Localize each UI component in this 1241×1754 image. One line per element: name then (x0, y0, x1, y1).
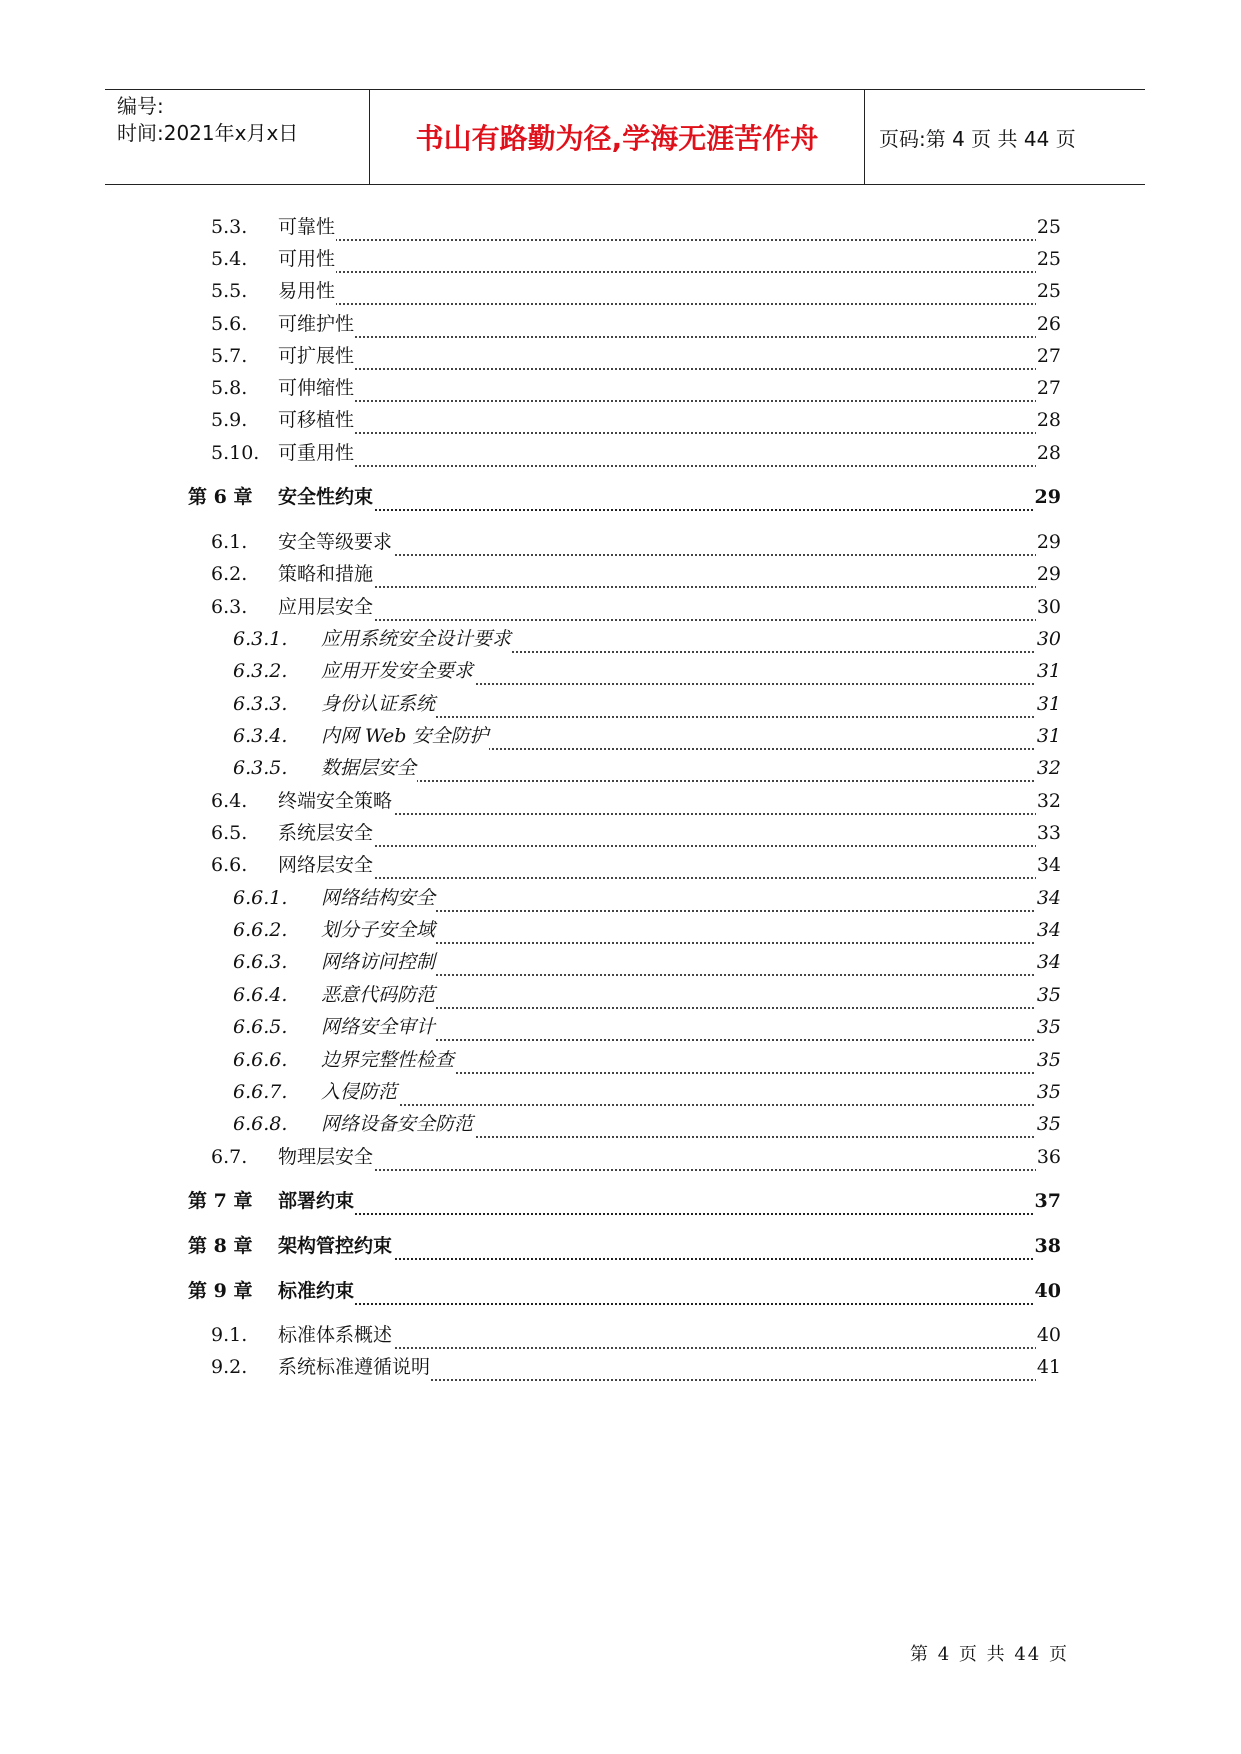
toc-dot-leader (278, 439, 1061, 467)
toc-entry-number: 6.3.5. (233, 757, 288, 779)
toc-dot-leader (278, 560, 1061, 588)
toc-dot-leader (278, 342, 1061, 370)
toc-dot-leader (278, 374, 1061, 402)
toc-entry-title: 应用层安全 (278, 593, 374, 621)
toc-entry-title: 内网 Web 安全防护 (321, 722, 489, 750)
toc-entry-page-number: 40 (1036, 1321, 1061, 1349)
toc-entry-page-number: 35 (1036, 1046, 1061, 1074)
toc-dot-leader (278, 277, 1061, 305)
toc-entry-number: 6.6.1. (233, 887, 288, 909)
toc-entry-title: 架构管控约束 (278, 1232, 393, 1260)
toc-entry-page-number: 27 (1036, 374, 1061, 402)
toc-entry-number: 9.1. (211, 1324, 248, 1346)
toc-entry-number: 6.6.7. (233, 1081, 288, 1103)
toc-entry[interactable] (0, 1277, 1241, 1307)
toc-entry-title: 边界完整性检查 (321, 1046, 455, 1074)
toc-entry-title: 安全等级要求 (278, 528, 393, 556)
toc-dot-leader (278, 483, 1061, 511)
toc-entry-number: 6.6.8. (233, 1113, 288, 1135)
toc-entry-number: 5.7. (211, 345, 248, 367)
toc-entry-title: 物理层安全 (278, 1143, 374, 1171)
toc-entry[interactable] (0, 754, 1241, 784)
toc-entry-number: 6.6.3. (233, 951, 288, 973)
toc-entry-number: 6.3.4. (233, 725, 288, 747)
toc-dot-leader (278, 593, 1061, 621)
toc-entry-title: 网络设备安全防范 (321, 1110, 474, 1138)
toc-dot-leader (278, 1232, 1061, 1260)
toc-dot-leader (278, 213, 1061, 241)
toc-entry[interactable] (0, 1078, 1241, 1108)
toc-entry-title: 可靠性 (278, 213, 336, 241)
toc-dot-leader (278, 245, 1061, 273)
toc-entry[interactable] (0, 245, 1241, 275)
toc-entry-title: 应用系统安全设计要求 (321, 625, 512, 653)
toc-entry-title: 可用性 (278, 245, 336, 273)
toc-entry-page-number: 28 (1036, 406, 1061, 434)
toc-entry-number: 6.2. (211, 563, 248, 585)
toc-entry[interactable] (0, 439, 1241, 469)
toc-entry[interactable] (0, 948, 1241, 978)
toc-dot-leader (278, 310, 1061, 338)
toc-entry[interactable] (0, 1353, 1241, 1383)
toc-entry[interactable] (0, 374, 1241, 404)
toc-entry-page-number: 29 (1036, 528, 1061, 556)
toc-entry-number: 6.5. (211, 822, 248, 844)
toc-entry-page-number: 32 (1036, 787, 1061, 815)
header-meta (105, 90, 370, 184)
toc-entry-title: 身份认证系统 (321, 690, 436, 718)
toc-entry-page-number: 34 (1036, 851, 1061, 879)
toc-entry-number: 6.3. (211, 596, 248, 618)
toc-entry[interactable] (0, 819, 1241, 849)
toc-entry-title: 划分子安全域 (321, 916, 436, 944)
toc-dot-leader (321, 754, 1061, 782)
header-page-info: 页码:第 4 页 共 44 页 (879, 126, 1076, 151)
toc-entry-page-number: 30 (1036, 593, 1061, 621)
toc-entry-page-number: 26 (1036, 310, 1061, 338)
toc-dot-leader (278, 406, 1061, 434)
toc-entry-number: 5.3. (211, 216, 248, 238)
toc-entry-number: 6.6.4. (233, 984, 288, 1006)
toc-entry-page-number: 35 (1036, 981, 1061, 1009)
header-slogan-cell (370, 90, 865, 184)
toc-entry[interactable] (0, 213, 1241, 243)
toc-entry-title: 标准约束 (278, 1277, 355, 1305)
toc-entry-title: 网络安全审计 (321, 1013, 436, 1041)
toc-entry-number: 5.4. (211, 248, 248, 270)
toc-entry-title: 可伸缩性 (278, 374, 355, 402)
toc-entry-number: 6.7. (211, 1146, 248, 1168)
toc-entry-number: 6.6.2. (233, 919, 288, 941)
toc-entry-title: 网络层安全 (278, 851, 374, 879)
toc-entry-number: 6.6.5. (233, 1016, 288, 1038)
toc-entry[interactable] (0, 593, 1241, 623)
toc-entry-page-number: 27 (1036, 342, 1061, 370)
toc-entry-number: 第 7 章 (188, 1190, 253, 1212)
toc-entry-page-number: 29 (1034, 483, 1061, 511)
toc-entry-title: 网络访问控制 (321, 948, 436, 976)
toc-entry[interactable] (0, 916, 1241, 946)
toc-entry-title: 可扩展性 (278, 342, 355, 370)
toc-entry-page-number: 31 (1036, 722, 1061, 750)
toc-entry-title: 终端安全策略 (278, 787, 393, 815)
header-number-label: 编号: (117, 94, 164, 118)
toc-entry[interactable] (0, 1013, 1241, 1043)
toc-entry[interactable] (0, 1232, 1241, 1262)
toc-entry-page-number: 31 (1036, 657, 1061, 685)
toc-entry-number: 6.3.2. (233, 660, 288, 682)
toc-entry-page-number: 35 (1036, 1078, 1061, 1106)
page-footer: 第 4 页 共 44 页 (910, 1644, 1069, 1665)
toc-entry-number: 5.6. (211, 313, 248, 335)
toc-entry-page-number: 34 (1036, 884, 1061, 912)
toc-entry[interactable] (0, 560, 1241, 590)
toc-entry-title: 系统层安全 (278, 819, 374, 847)
toc-entry-page-number: 38 (1034, 1232, 1061, 1260)
toc-entry-title: 网络结构安全 (321, 884, 436, 912)
toc-entry-page-number: 36 (1036, 1143, 1061, 1171)
toc-entry-page-number: 25 (1036, 213, 1061, 241)
header-time-label: 时间:2021年x月x日 (117, 121, 299, 145)
header-slogan: 书山有路勤为径,学海无涯苦作舟 (415, 122, 819, 155)
toc-entry-title: 易用性 (278, 277, 336, 305)
toc-entry-number: 6.3.1. (233, 628, 288, 650)
page-header (105, 89, 1145, 185)
toc-entry-title: 恶意代码防范 (321, 981, 436, 1009)
toc-entry-title: 可重用性 (278, 439, 355, 467)
toc-entry[interactable] (0, 787, 1241, 817)
toc-entry[interactable] (0, 528, 1241, 558)
toc-entry-title: 系统标准遵循说明 (278, 1353, 431, 1381)
toc-entry[interactable] (0, 342, 1241, 372)
toc-entry-title: 部署约束 (278, 1187, 355, 1215)
toc-dot-leader (278, 1321, 1061, 1349)
toc-entry-number: 6.6. (211, 854, 248, 876)
toc-entry[interactable] (0, 851, 1241, 881)
toc-entry-page-number: 31 (1036, 690, 1061, 718)
toc-entry-title: 标准体系概述 (278, 1321, 393, 1349)
toc-entry[interactable] (0, 1110, 1241, 1140)
toc-entry-page-number: 25 (1036, 245, 1061, 273)
toc-entry-page-number: 35 (1036, 1013, 1061, 1041)
toc-entry-page-number: 33 (1036, 819, 1061, 847)
toc-entry-page-number: 34 (1036, 916, 1061, 944)
toc-dot-leader (278, 787, 1061, 815)
toc-entry[interactable] (0, 1143, 1241, 1173)
toc-entry[interactable] (0, 884, 1241, 914)
toc-entry[interactable] (0, 625, 1241, 655)
toc-entry-title: 策略和措施 (278, 560, 374, 588)
toc-entry[interactable] (0, 1321, 1241, 1351)
toc-entry[interactable] (0, 690, 1241, 720)
toc-entry[interactable] (0, 1046, 1241, 1076)
toc-entry-title: 可维护性 (278, 310, 355, 338)
toc-entry-page-number: 28 (1036, 439, 1061, 467)
toc-dot-leader (278, 1277, 1061, 1305)
toc-dot-leader (278, 819, 1061, 847)
toc-entry[interactable] (0, 657, 1241, 687)
toc-dot-leader (321, 1078, 1061, 1106)
toc-entry-number: 第 8 章 (188, 1235, 253, 1257)
toc-entry-page-number: 25 (1036, 277, 1061, 305)
toc-entry-number: 6.4. (211, 790, 248, 812)
toc-entry-number: 第 6 章 (188, 486, 253, 508)
toc-entry-page-number: 30 (1036, 625, 1061, 653)
toc-entry-number: 第 9 章 (188, 1280, 253, 1302)
toc-entry-number: 5.5. (211, 280, 248, 302)
toc-entry-page-number: 35 (1036, 1110, 1061, 1138)
toc-entry-number: 6.3.3. (233, 693, 288, 715)
toc-entry[interactable] (0, 310, 1241, 340)
toc-entry-page-number: 40 (1034, 1277, 1061, 1305)
toc-entry-page-number: 32 (1036, 754, 1061, 782)
toc-entry-title: 入侵防范 (321, 1078, 398, 1106)
toc-entry-number: 5.9. (211, 409, 248, 431)
toc-entry-page-number: 34 (1036, 948, 1061, 976)
toc-entry-page-number: 37 (1034, 1187, 1061, 1215)
toc-entry-number: 9.2. (211, 1356, 248, 1378)
toc-entry-number: 5.8. (211, 377, 248, 399)
toc-dot-leader (278, 851, 1061, 879)
toc-entry-title: 应用开发安全要求 (321, 657, 474, 685)
toc-dot-leader (278, 1187, 1061, 1215)
toc-entry-number: 6.1. (211, 531, 248, 553)
toc-entry-page-number: 29 (1036, 560, 1061, 588)
toc-dot-leader (278, 1143, 1061, 1171)
toc-entry[interactable] (0, 406, 1241, 436)
toc-entry[interactable] (0, 483, 1241, 513)
toc-entry[interactable] (0, 722, 1241, 752)
toc-entry[interactable] (0, 277, 1241, 307)
toc-dot-leader (278, 528, 1061, 556)
toc-entry-number: 5.10. (211, 442, 260, 464)
toc-entry[interactable] (0, 1187, 1241, 1217)
toc-entry-number: 6.6.6. (233, 1049, 288, 1071)
toc-entry-page-number: 41 (1036, 1353, 1061, 1381)
toc-entry-title: 安全性约束 (278, 483, 374, 511)
toc-entry-title: 可移植性 (278, 406, 355, 434)
toc-entry-title: 数据层安全 (321, 754, 417, 782)
toc-entry[interactable] (0, 981, 1241, 1011)
